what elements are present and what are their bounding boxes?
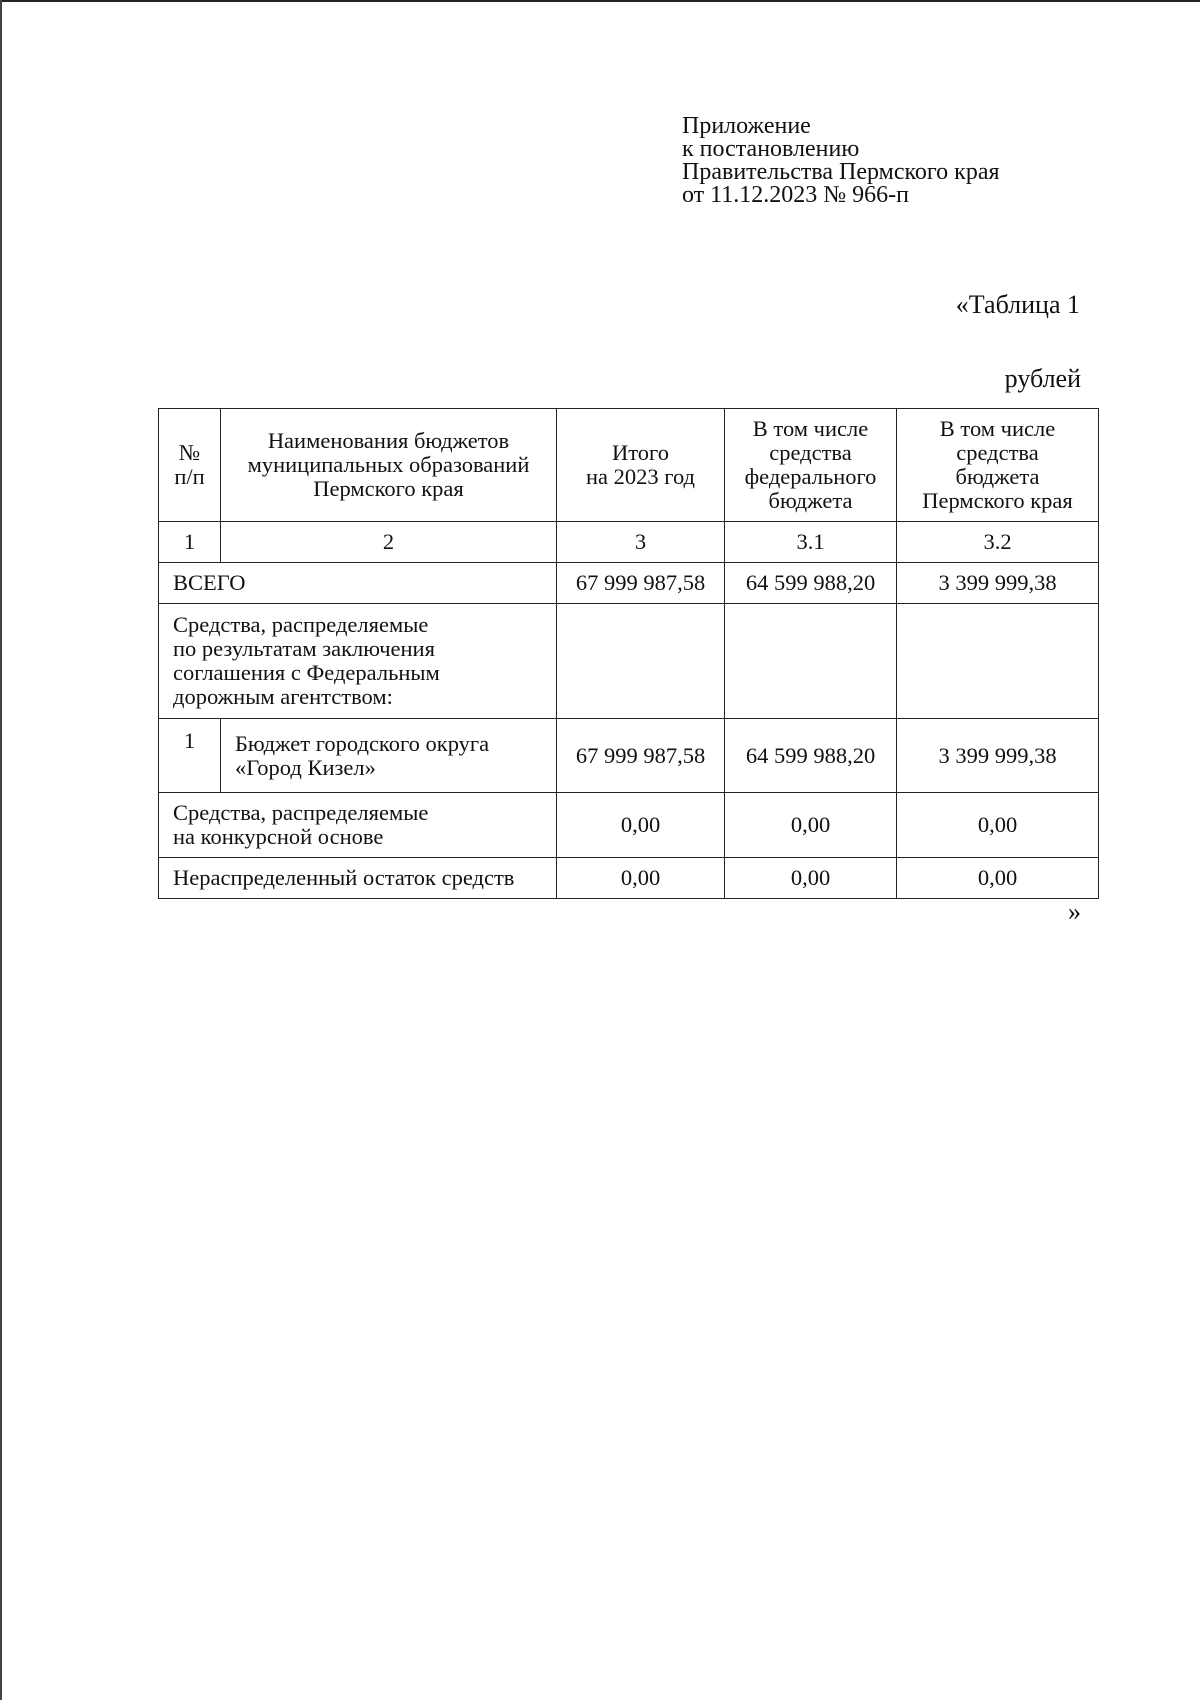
total-label: ВСЕГО (159, 563, 557, 604)
column-number: 3.1 (725, 522, 897, 563)
closing-quote: » (1068, 897, 1081, 926)
column-number-row (159, 522, 1099, 563)
annex-line-title: Приложение (682, 113, 811, 139)
table-row (159, 719, 1099, 793)
item-federal-value: 64 599 988,20 (725, 719, 897, 793)
budget-table (158, 408, 1099, 899)
remainder-total-value: 0,00 (557, 858, 725, 899)
item-total-value: 67 999 987,58 (557, 719, 725, 793)
annex-line-to-resolution: к постановлению (682, 136, 860, 162)
item-regional-value: 3 399 999,38 (897, 719, 1099, 793)
competitive-label: Средства, распределяемые на конкурсной основе (159, 793, 557, 858)
annex-block (682, 115, 1000, 207)
column-number: 2 (221, 522, 557, 563)
section-row (159, 604, 1099, 719)
competitive-total-value: 0,00 (557, 793, 725, 858)
header-federal-funds: В том числе средства федерального бюджета (725, 409, 897, 522)
competitive-regional-value: 0,00 (897, 793, 1099, 858)
competitive-row (159, 793, 1099, 858)
annex-line-government: Правительства Пермского края (682, 159, 1000, 185)
total-federal-value: 64 599 988,20 (725, 563, 897, 604)
column-number: 1 (159, 522, 221, 563)
empty-cell (725, 604, 897, 719)
remainder-regional-value: 0,00 (897, 858, 1099, 899)
total-value: 67 999 987,58 (557, 563, 725, 604)
remainder-federal-value: 0,00 (725, 858, 897, 899)
header-total-2023: Итого на 2023 год (557, 409, 725, 522)
annex-line-date-number: от 11.12.2023 № 966-п (682, 182, 910, 208)
header-budget-name: Наименования бюджетов муниципальных образований Пермского края (221, 409, 557, 522)
scan-edge-left (0, 0, 2, 1700)
item-budget-name: Бюджет городского округа «Город Кизел» (221, 719, 557, 793)
section-label: Средства, распределяемые по результатам заключения соглашения с Федеральным дорожным агентством: (159, 604, 557, 719)
remainder-row (159, 858, 1099, 899)
remainder-label: Нераспределенный остаток средств (159, 858, 557, 899)
empty-cell (557, 604, 725, 719)
item-number: 1 (159, 719, 221, 793)
column-number: 3.2 (897, 522, 1099, 563)
column-number: 3 (557, 522, 725, 563)
competitive-federal-value: 0,00 (725, 793, 897, 858)
header-number: № п/п (159, 409, 221, 522)
header-regional-funds: В том числе средства бюджета Пермского края (897, 409, 1099, 522)
units-label: рублей (1004, 364, 1081, 393)
total-row (159, 563, 1099, 604)
total-regional-value: 3 399 999,38 (897, 563, 1099, 604)
empty-cell (897, 604, 1099, 719)
scan-edge-top (0, 0, 1200, 2)
table-header-row (159, 409, 1099, 522)
table-label: «Таблица 1 (955, 290, 1080, 319)
